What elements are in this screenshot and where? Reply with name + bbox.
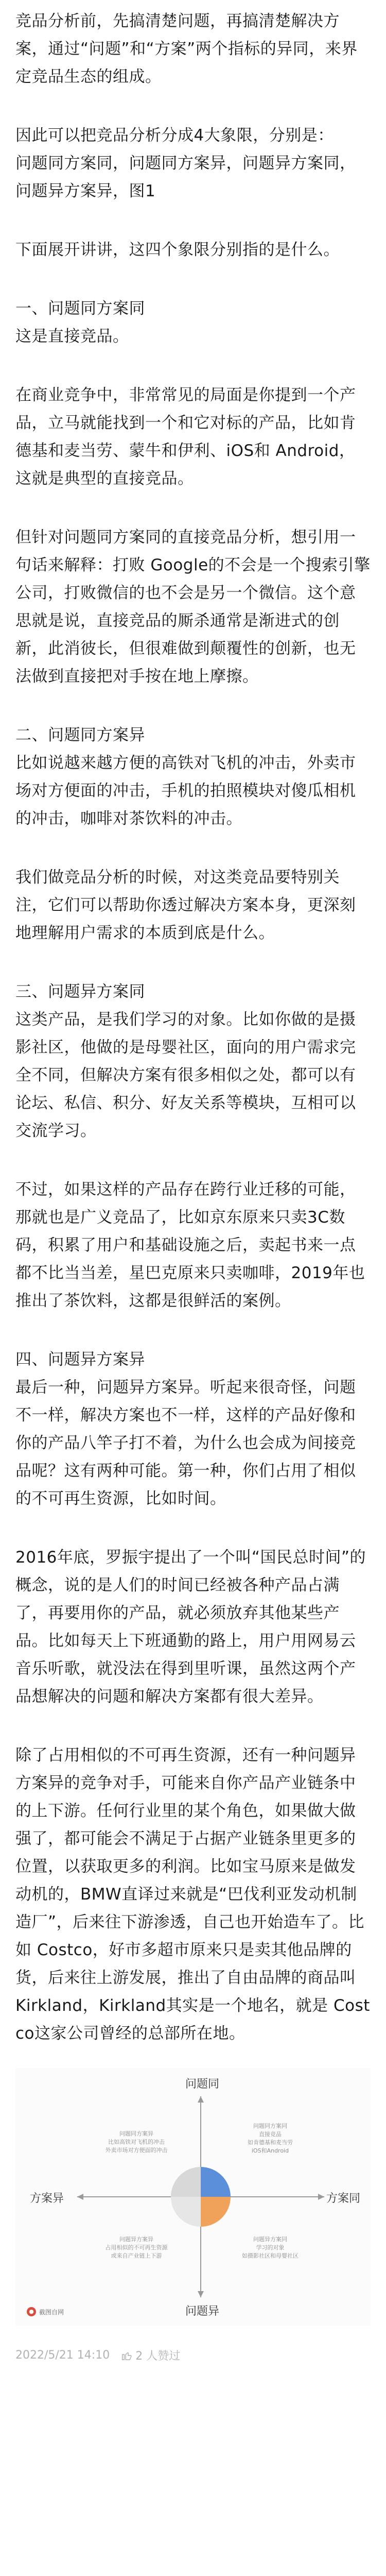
figure-label-top: 问题同 [185,2078,220,2091]
paragraph-2: 因此可以把竞品分析分成4大象限，分别是： 问题同方案同，问题同方案异，问题异方案同，问题异方案异，图1 [15,126,356,200]
section-4: 四、问题异方案异 最后一种，问题异方案异。听起来很奇怪，问题不一样，解决方案也不一样，这样的产品好像和你的产品八竿子打不着，为什么也会成为间接竞品呢？这有两种可能。第一种，你们占用了相似的不可再生资源，比如时间。 [15,1350,356,1508]
thumbs-up-icon [121,2350,132,2361]
quadrant-text-top-left: 问题同方案异 比如高铁对飞机的冲击 外卖市场对方便面的冲击 [105,2130,168,2154]
article-body [15,0,371,2363]
paragraph-8: 我们做竞品分析的时候，对这类竞品要特别关注，它们可以帮助你透过解决方案本身，更深刻地理解用户需求的本质到底是什么。 [15,868,356,942]
paragraph-6: 但针对问题同方案同的直接竞品分析，想引用一句话来解释：打败 Google的不会是一个搜索引擎公司，打败微信的也不会是另一个微信。这个意思就是说，直接竞品的厮杀通常是渐进式的创新，此消彼长，但很难做到颠覆性的创新，也无法做到直接把对手按在地上摩擦。 [15,528,371,686]
figure-label-left: 方案异 [30,2192,64,2205]
paragraph-12: 2016年底，罗振宇提出了一个叫“国民总时间”的概念，说的是人们的时间已经被各种产品占满了，再要用你的产品，就必须放弃其他某些产品。比如每天上下班通勤的路上，用户用网易云音乐听歌，就没法在得到里听课，虽然这两个产品想解决的问题和解决方案都有很大差异。 [15,1548,366,1706]
section-3: 三、问题异方案同 这类产品，是我们学习的对象。比如你做的是摄影社区，他做的是母婴社区，面向的用户需求完全不同，但解决方案有很多相似之处，都可以有论坛、私信、积分、好友关系等模块，互相可以交流学习。 [15,982,356,1140]
axis-arrow-right [318,2194,324,2200]
section-1-heading: 一、问题同方案同 这是直接竞品。 [15,299,145,346]
paragraph-13: 除了占用相似的不可再生资源，还有一种问题异方案异的竞争对手，可能来自你产品产业链条中的上下游。任何行业里的某个角色，如果做大做强了，都可能会不满足于占据产业链条里更多的位置，以获取更多的利润。比如宝马原来是做发动机的，BMW直译过来就是“巴伐利亚发动机制造厂”，后来往下游渗透，自己也开始造车了。比如 Costco，好市多超市原来只是卖其他品牌的货，后来往上游发展，推出了自由品牌的商品叫 Kirkland，Kirkland其实是一个地名，就是 Costco这家公司曾经的总部所在地。 [15,1746,370,2043]
axis-arrow-left [77,2194,83,2200]
axis-arrow-down [198,2291,204,2297]
quadrant-text-bottom-right: 问题异方案同 学习的对象 如摄影社区和母婴社区 [242,2236,299,2259]
paragraph-5: 在商业竞争中，非常常见的局面是你提到一个产品，立马就能找到一个和它对标的产品，比如肯德基和麦当劳、蒙牛和伊利、iOS和 Android，这就是典型的直接竞品。 [15,386,356,488]
logo-icon: ● [27,2307,36,2316]
section-2: 二、问题同方案异 比如说越来越方便的高铁对飞机的冲击，外卖市场对方便面的冲击，手机的拍照模块对傻瓜相机的冲击，咖啡对茶饮料的冲击。 [15,726,356,828]
axis-arrow-up [198,2096,204,2103]
center-gray-quarter-bl [171,2197,201,2227]
like-count: 2 人赞过 [135,2350,181,2363]
publish-date: 2022/5/21 14:10 [15,2349,110,2362]
center-blue-quarter [201,2167,231,2197]
figure-watermark [27,2307,64,2316]
center-gray-quarter-tl [171,2167,201,2197]
paragraph-3: 下面展开讲讲，这四个象限分别指的是什么。 [15,241,340,259]
quadrant-diagram [15,2068,371,2326]
like-button[interactable] [121,2347,180,2363]
figure-label-right: 方案同 [326,2192,361,2205]
watermark-text: 截图自网 [39,2308,64,2316]
center-orange-quarter [201,2197,231,2227]
figure-label-bottom: 问题异 [185,2305,220,2318]
paragraph-10: 不过，如果这样的产品存在跨行业迁移的可能，那就也是广义竞品了，比如京东原来只卖3C数码，积累了用户和基础设施之后，卖起书来一点都不比当当差，星巴克原来只卖咖啡，2019年也推出了茶饮料，这都是很鲜活的案例。 [15,1180,365,1310]
quadrant-text-bottom-left: 问题异方案异 占用相似的不可再生资源 或来自产业链上下游 [105,2236,168,2259]
article-meta [15,2347,371,2363]
quadrant-figure[interactable] [15,2068,371,2326]
paragraph-1: 竞品分析前，先搞清楚问题，再搞清楚解决方案，通过“问题”和“方案”两个指标的异同，来界定竞品生态的组成。 [15,12,358,86]
quadrant-text-top-right: 问题同方案同 直接竞品 如肯德基和麦当劳 iOS和Android [248,2123,293,2154]
